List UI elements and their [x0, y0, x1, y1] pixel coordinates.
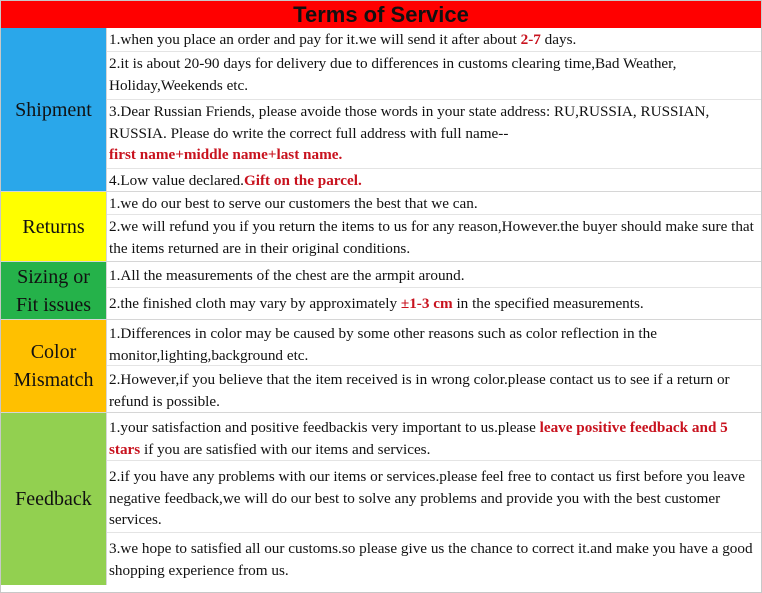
section-returns: [1, 192, 761, 262]
shipment-item-1-text: 1.when you place an order and pay for it.we will send it after about: [109, 31, 521, 48]
section-label-sizing: [1, 262, 107, 319]
section-label-feedback: [1, 413, 107, 585]
feedback-item-1-highlight: leave positive feedback and 5 stars: [109, 419, 728, 458]
sizing-item-2-highlight: ±1-3 cm: [400, 295, 453, 312]
sizing-item-2-text: 2.the finished cloth may vary by approximately: [109, 295, 401, 312]
returns-item-2: [107, 215, 761, 261]
feedback-item-2: [107, 461, 761, 533]
feedback-label: Feedback: [15, 488, 92, 510]
shipment-item-1: [107, 28, 761, 52]
sizing-label-line-2: Fit issues: [15, 293, 92, 316]
section-label-returns: [1, 192, 107, 261]
returns-item-1: [107, 192, 761, 215]
shipment-item-2: [107, 52, 761, 100]
sizing-item-1: [107, 262, 761, 288]
sizing-items: [107, 262, 761, 319]
section-color-mismatch: [1, 320, 761, 413]
color-mismatch-label-line-1: Color: [30, 341, 77, 363]
shipment-item-4: [107, 169, 761, 191]
shipment-label: Shipment: [15, 98, 92, 121]
color-mismatch-item-1: [107, 320, 761, 366]
color-mismatch-item-2: [107, 366, 761, 412]
feedback-item-3: [107, 533, 761, 585]
sizing-item-2-text-end: in the specified measurements.: [452, 295, 644, 312]
returns-item-1-text: 1.we do our best to serve our customers the best that we can.: [109, 195, 478, 212]
section-label-color-mismatch: [1, 320, 107, 412]
section-label-shipment: [1, 28, 107, 191]
returns-items: [107, 192, 761, 261]
section-sizing: [1, 262, 761, 320]
shipment-item-2-text: 2.it is about 20-90 days for delivery due to differences in customs clearing time,Bad Weather, Holiday,Weekends etc.: [109, 55, 677, 94]
shipment-item-3-highlight: first name+middle name+last name.: [109, 146, 343, 163]
feedback-item-3-text: 3.we hope to satisfied all our customs.so please give us the chance to correct it.and make you have a good shopping experience from us.: [109, 540, 753, 579]
section-shipment: [1, 28, 761, 192]
color-mismatch-items: [107, 320, 761, 412]
page-title: Terms of Service: [1, 1, 761, 28]
feedback-items: [107, 413, 761, 585]
shipment-item-3: [107, 100, 761, 169]
returns-item-2-text: 2.we will refund you if you return the items to us for any reason,However.the buyer should make sure that the items returned are in their original conditions.: [109, 218, 754, 257]
shipment-items: [107, 28, 761, 191]
section-feedback: [1, 413, 761, 585]
color-mismatch-item-1-text: 1.Differences in color may be caused by some other reasons such as color reflection in the monitor,lighting,background etc.: [109, 325, 657, 364]
shipment-item-3-text: 3.Dear Russian Friends, please avoide those words in your state address: RU,RUSSIA, RUSSIAN, RUSSIA. Please do write the correct full address with full name--: [109, 103, 710, 142]
terms-table: [1, 28, 761, 585]
feedback-item-2-text: 2.if you have any problems with our items or services.please feel free to contact us first before you leave negative feedback,we will do our best to solve any problems and provide you with the best customer services.: [109, 468, 745, 528]
feedback-item-1-text: 1.your satisfaction and positive feedbackis very important to us.please: [109, 419, 540, 436]
color-mismatch-item-2-text: 2.However,if you believe that the item received is in wrong color.please contact us to see if a return or refund is possible.: [109, 371, 730, 410]
shipment-item-1-text-end: days.: [540, 31, 577, 48]
shipment-item-4-text: 4.Low value declared.: [109, 172, 244, 189]
color-mismatch-label-line-2: Mismatch: [13, 369, 94, 391]
feedback-item-1: [107, 413, 761, 461]
sizing-item-2: [107, 288, 761, 319]
returns-label: Returns: [22, 215, 85, 238]
shipment-item-4-highlight: Gift on the parcel.: [243, 172, 362, 189]
shipment-item-1-highlight: 2-7: [520, 31, 541, 48]
feedback-item-1-text-end: if you are satisfied with our items and services.: [140, 440, 431, 458]
sizing-label-line-1: Sizing or: [17, 265, 90, 288]
sizing-item-1-text: 1.All the measurements of the chest are the armpit around.: [109, 267, 465, 284]
